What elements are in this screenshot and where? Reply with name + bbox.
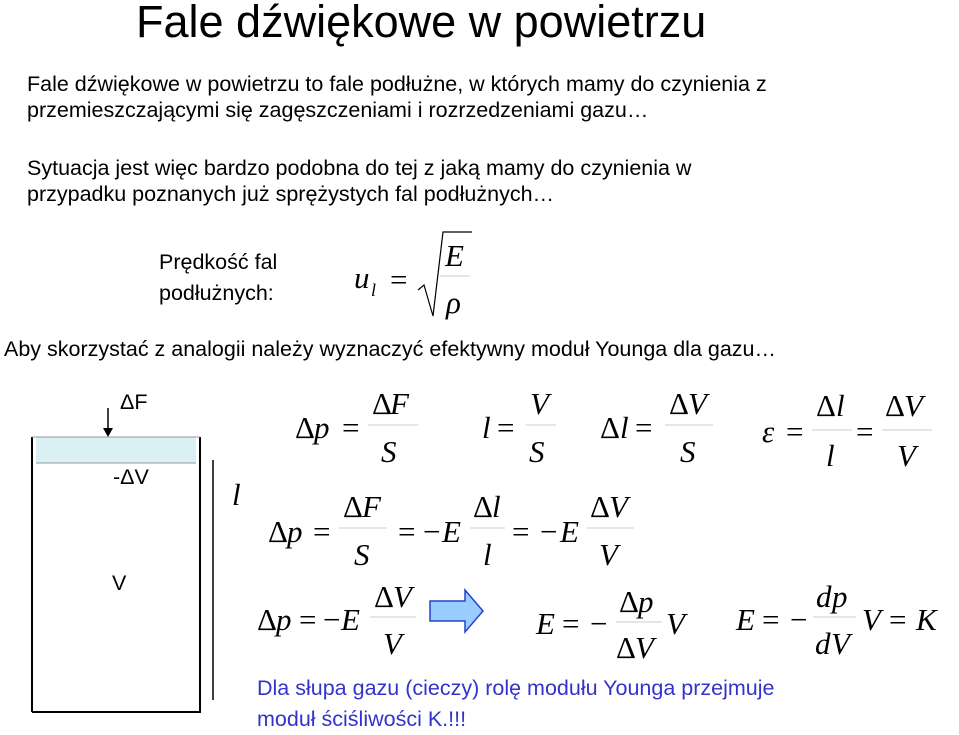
minus-sign: − [540, 514, 558, 549]
V-symbol: V [530, 386, 549, 421]
equals-sign: = [889, 602, 907, 637]
S-symbol: S [680, 434, 696, 469]
intro-line-1: Fale dźwiękowe w powietrzu to fale podłużne, w których mamy do czynienia z [27, 72, 767, 96]
delta-symbol: Δ [372, 386, 392, 421]
page-title: Fale dźwiękowe w powietrzu [136, 0, 707, 47]
delta-symbol: Δ [343, 489, 363, 524]
situation-line-2: przypadku poznanych już sprężystych fal podłużnych… [27, 182, 555, 206]
length-volume-relation [482, 386, 556, 469]
u-symbol: u [354, 260, 370, 295]
d-symbol: d [816, 579, 832, 614]
force-arrow-head [103, 428, 113, 437]
note-line-1: Dla słupa gazu (cieczy) rolę modułu Younga przejmuje [257, 676, 775, 700]
equals-sign: = [786, 414, 804, 449]
speed-label-line-2: podłużnych: [159, 281, 274, 305]
delta-symbol: Δ [669, 386, 689, 421]
V-symbol: V [904, 388, 923, 423]
V-symbol: V [599, 537, 618, 572]
epsilon-symbol: ε [762, 414, 775, 449]
pressure-definition [295, 386, 418, 469]
E-symbol: E [442, 514, 461, 549]
bulk-modulus-definition [735, 579, 939, 661]
delta-symbol: Δ [473, 489, 493, 524]
note-line-2: moduł ściśliwości K.!!! [257, 707, 467, 731]
S-symbol: S [529, 434, 545, 469]
l-symbol: l [492, 489, 501, 524]
length-label: l [232, 477, 241, 512]
delta-volume-label: -ΔV [113, 465, 149, 489]
S-symbol: S [381, 434, 397, 469]
compressed-layer [36, 437, 196, 463]
V-symbol: V [393, 579, 412, 614]
gas-container-diagram [32, 390, 241, 712]
l-symbol: l [482, 410, 491, 445]
F-symbol: F [390, 386, 409, 421]
volume-label: V [112, 571, 127, 595]
speed-formula [354, 232, 472, 320]
right-arrow-icon [430, 590, 483, 632]
V-symbol: V [688, 386, 707, 421]
equals-sign: = [512, 514, 530, 549]
implication-arrow [430, 590, 483, 632]
force-label: ΔF [120, 390, 148, 414]
equals-sign: = [635, 410, 653, 445]
delta-symbol: Δ [374, 579, 394, 614]
delta-symbol: Δ [816, 388, 836, 423]
delta-symbol: Δ [590, 489, 610, 524]
delta-symbol: Δ [619, 584, 639, 619]
F-symbol: F [362, 489, 381, 524]
V-symbol: V [862, 602, 881, 637]
E-symbol: E [736, 602, 755, 637]
p-symbol: p [276, 602, 292, 637]
equals-sign: = [398, 514, 416, 549]
delta-symbol: Δ [268, 514, 288, 549]
p-symbol: p [638, 584, 654, 619]
delta-symbol: Δ [257, 602, 277, 637]
d-symbol: d [815, 626, 831, 661]
E-numerator: E [445, 238, 464, 273]
speed-label-line-1: Prędkość fal [159, 250, 278, 274]
V-symbol: V [635, 630, 654, 665]
analogy-sentence: Aby skorzystać z analogii należy wyznaczyć efektywny moduł Younga dla gazu… [4, 337, 777, 361]
situation-line-1: Sytuacja jest więc bardzo podobna do tej z jaką mamy do czynienia w [27, 156, 692, 180]
V-symbol: V [609, 489, 628, 524]
effective-young-modulus [535, 584, 688, 665]
minus-sign: − [323, 602, 341, 637]
p-symbol: p [314, 410, 330, 445]
V-symbol: V [383, 626, 402, 661]
equals-sign: = [313, 514, 331, 549]
delta-symbol: Δ [885, 388, 905, 423]
S-symbol: S [354, 537, 370, 572]
delta-symbol: Δ [600, 410, 620, 445]
equals-sign: = [497, 410, 515, 445]
delta-symbol: Δ [295, 410, 315, 445]
equals-sign: = [562, 606, 580, 641]
E-symbol: E [536, 606, 555, 641]
rho-denominator: ρ [446, 285, 461, 320]
p-symbol: p [287, 514, 303, 549]
V-symbol: V [897, 438, 916, 473]
l-symbol: l [483, 537, 492, 572]
delta-symbol: Δ [616, 630, 636, 665]
minus-sign: − [590, 606, 608, 641]
strain-definition [762, 388, 932, 473]
delta-length-relation [600, 386, 713, 469]
l-symbol: l [826, 438, 835, 473]
equals-sign: = [390, 262, 408, 297]
equals-sign: = [299, 602, 317, 637]
l-subscript: l [371, 280, 377, 300]
equals-sign: = [762, 602, 780, 637]
pressure-volume-relation [257, 579, 416, 661]
hooke-law-pressure [268, 489, 634, 572]
E-symbol: E [560, 514, 579, 549]
V-symbol: V [666, 606, 685, 641]
V-symbol: V [831, 626, 850, 661]
E-symbol: E [341, 602, 360, 637]
intro-line-2: przemieszczającymi się zagęszczeniami i rozrzedzeniami gazu… [27, 98, 649, 122]
K-symbol: K [916, 602, 937, 637]
p-symbol: p [832, 579, 848, 614]
minus-sign: − [790, 602, 808, 637]
equals-sign: = [342, 410, 360, 445]
l-symbol: l [836, 388, 845, 423]
l-symbol: l [620, 410, 629, 445]
equals-sign: = [856, 414, 874, 449]
minus-sign: − [423, 514, 441, 549]
